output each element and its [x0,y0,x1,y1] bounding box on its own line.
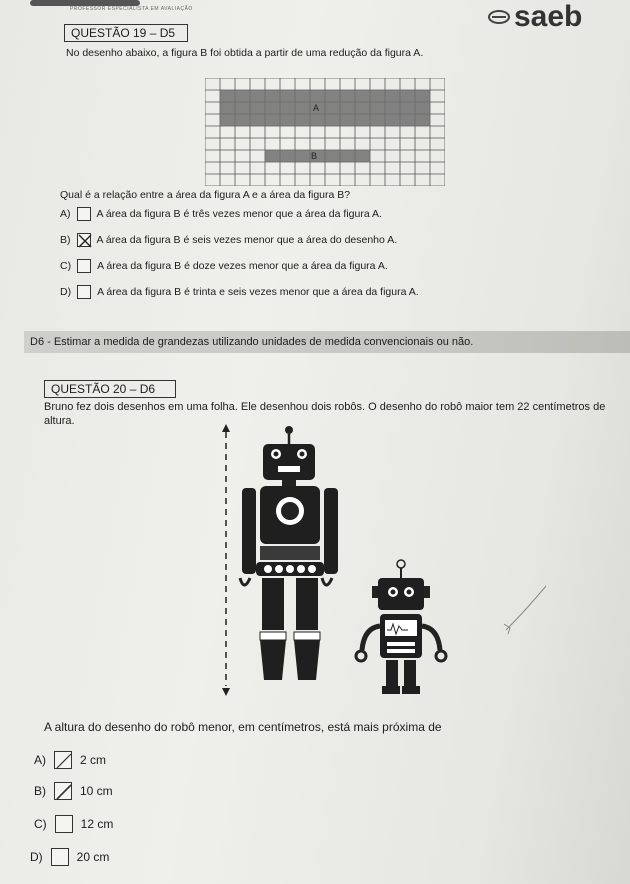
question-20-prompt: A altura do desenho do robô menor, em centímetros, está mais próxima de [44,720,442,734]
figure-a-label: A [313,103,320,113]
checkbox-a[interactable] [54,751,72,769]
option-text: 10 cm [80,784,113,798]
brand-name: saeb [514,0,583,33]
option-letter: D) [30,850,43,864]
option-text: A área da figura B é trinta e seis vezes menor que a área da figura A. [97,286,419,298]
question-19-statement: No desenho abaixo, a figura B foi obtida a partir de uma redução da figura A. [66,47,424,59]
cross-mark-icon [78,234,92,248]
slash-mark-icon [55,783,73,801]
small-robot [356,560,446,694]
q19-option-d[interactable] [60,285,419,299]
pencil-scribble [498,580,558,640]
checkbox-d[interactable] [77,285,91,299]
option-text: A área da figura B é três vezes menor que a área da figura A. [96,208,382,220]
option-letter: C) [34,817,47,831]
checkbox-d[interactable] [51,848,69,866]
figure-b-label: B [311,151,318,161]
checkbox-a[interactable] [77,207,91,221]
question-20-statement: Bruno fez dois desenhos em uma folha. Ele desenhou dois robôs. O desenho do robô maior tem 22 centímetros de altura. [44,401,606,427]
option-letter: C) [60,260,72,272]
option-text: A área da figura B é doze vezes menor que a área da figura A. [97,260,388,272]
figure-b [265,150,370,162]
option-letter: A) [60,208,71,220]
q20-option-d[interactable] [30,848,109,866]
q20-option-a[interactable] [34,751,106,769]
q19-option-c[interactable] [60,259,388,273]
option-text: A área da figura B é seis vezes menor que a área do desenho A. [96,234,398,246]
question-19-title: QUESTÃO 19 – D5 [64,24,188,42]
saeb-brand [488,0,582,34]
large-robot [240,426,338,680]
checkbox-b[interactable] [77,233,91,247]
option-text: 2 cm [80,753,107,767]
q19-option-b[interactable] [60,233,397,247]
header-strip [0,0,360,14]
checkbox-c[interactable] [55,815,73,833]
option-letter: A) [34,753,46,767]
q20-option-b[interactable] [34,782,113,800]
option-letter: D) [60,286,72,298]
q20-option-c[interactable] [34,815,113,833]
slash-mark-icon [55,752,73,770]
checkbox-b[interactable] [54,782,72,800]
figure-a [220,90,430,126]
option-letter: B) [34,784,46,798]
question-20-title: QUESTÃO 20 – D6 [44,380,176,398]
option-text: 20 cm [76,850,110,864]
robots-illustration [200,418,460,700]
header-subtitle: PROFESSOR ESPECIALISTA EM AVALIAÇÃO [70,6,193,12]
grid-figure [205,78,445,186]
descriptor-d6: D6 - Estimar a medida de grandezas utilizando unidades de medida convencionais ou não. [24,331,630,353]
saeb-logo-icon [488,9,510,25]
height-arrow [222,424,230,696]
option-letter: B) [60,234,71,246]
checkbox-c[interactable] [77,259,91,273]
question-19-prompt: Qual é a relação entre a área da figura A e a área da figura B? [60,189,351,201]
q19-option-a[interactable] [60,207,382,221]
option-text: 12 cm [80,817,114,831]
